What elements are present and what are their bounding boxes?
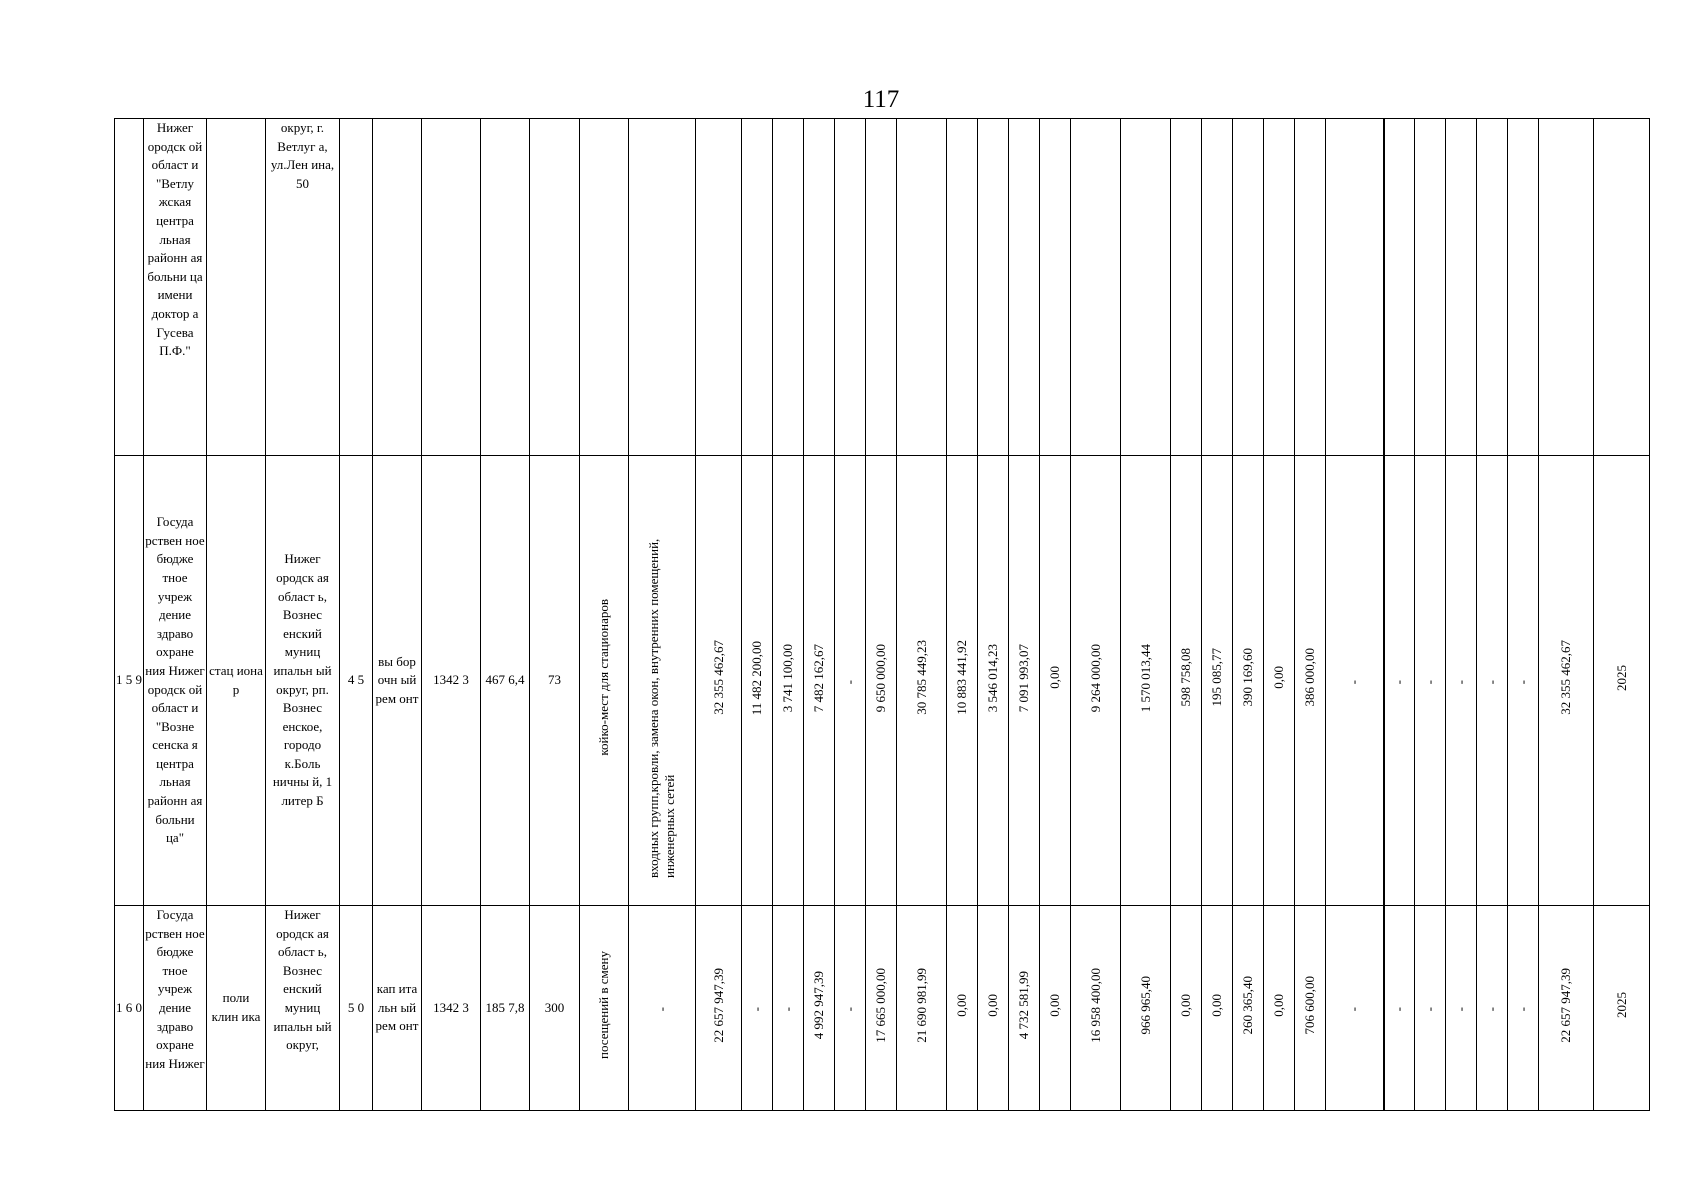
value-cell	[1594, 119, 1650, 456]
value-cell-text: 7 091 993,07	[1016, 643, 1031, 712]
area-cell	[481, 119, 530, 456]
capacity-unit-cell	[580, 456, 629, 906]
value-cell	[804, 119, 835, 456]
value-cell-text: 7 482 162,67	[811, 643, 826, 712]
value-cell	[804, 456, 835, 906]
value-cell	[1202, 906, 1233, 1111]
value-cell	[1009, 906, 1040, 1111]
number-cell	[340, 456, 373, 906]
value-cell	[1446, 119, 1477, 456]
value-cell	[1121, 456, 1171, 906]
work-type-cell-text: кап ита льн ый рем онт	[375, 981, 419, 1034]
code-cell	[422, 119, 481, 456]
value-cell-text: 0,00	[1271, 993, 1286, 1017]
value-cell	[1171, 119, 1202, 456]
work-type-cell	[373, 456, 422, 906]
value-cell	[835, 906, 866, 1111]
value-cell	[947, 119, 978, 456]
value-cell-text: -	[1515, 679, 1530, 685]
value-cell-text: -	[1515, 1007, 1530, 1012]
work-description-cell	[629, 119, 696, 456]
value-cell	[1040, 906, 1071, 1111]
value-cell-text: 1 570 013,44	[1137, 643, 1153, 712]
value-cell	[742, 456, 773, 906]
value-cell	[773, 119, 804, 456]
value-cell-text: 3 741 100,00	[780, 643, 795, 712]
value-cell	[1202, 456, 1233, 906]
value-cell	[1121, 906, 1171, 1111]
number-cell	[340, 119, 373, 456]
value-cell	[1508, 119, 1539, 456]
value-cell	[773, 456, 804, 906]
value-cell-text: 0,00	[1209, 993, 1224, 1017]
value-cell-text: 195 085,77	[1209, 648, 1224, 707]
object-type-cell	[207, 119, 266, 456]
work-description-cell-text: -	[654, 1007, 669, 1012]
value-cell	[1233, 906, 1264, 1111]
value-cell-text: -	[780, 1007, 795, 1012]
value-cell-text: -	[842, 679, 857, 685]
value-cell-text: 32 355 462,67	[710, 640, 726, 716]
value-cell	[1233, 456, 1264, 906]
value-cell	[1594, 906, 1650, 1111]
value-cell	[947, 456, 978, 906]
value-cell-text: 966 965,40	[1137, 975, 1153, 1035]
row-number-cell-text: 1 6 0	[116, 999, 142, 1015]
value-cell	[1384, 456, 1415, 906]
value-cell-text: -	[1453, 1007, 1468, 1012]
value-cell	[1121, 119, 1171, 456]
value-cell-text: 2025	[1613, 664, 1629, 691]
institution-name-cell	[144, 906, 207, 1111]
value-cell	[1295, 456, 1326, 906]
value-cell	[696, 119, 742, 456]
value-cell-text: -	[1422, 1007, 1437, 1012]
object-type-cell-text: стац иона р	[209, 662, 263, 697]
value-cell-text: 9 650 000,00	[873, 643, 888, 712]
capacity-unit-cell-text: койко-мест для стационаров	[596, 599, 611, 756]
value-cell	[1326, 906, 1384, 1111]
value-cell	[1233, 119, 1264, 456]
value-cell-text: -	[842, 1007, 857, 1012]
value-cell-text: -	[1391, 1007, 1407, 1012]
table-row	[115, 456, 1650, 906]
value-cell-text: -	[1484, 679, 1499, 685]
value-cell	[1539, 119, 1594, 456]
code-cell	[422, 906, 481, 1111]
value-cell	[696, 456, 742, 906]
address-cell-text: Нижег ородск ая област ь, Вознес енский муниц ипальн ый округ,	[273, 907, 332, 1053]
value-cell	[978, 906, 1009, 1111]
row-number-cell	[115, 456, 144, 906]
value-cell	[1171, 906, 1202, 1111]
address-cell	[266, 456, 340, 906]
number-cell	[340, 906, 373, 1111]
work-type-cell-text: вы бор очн ый рем онт	[375, 653, 419, 706]
row-number-cell	[115, 119, 144, 456]
value-cell	[897, 906, 947, 1111]
capacity-cell	[530, 456, 580, 906]
value-cell-text: 4 732 581,99	[1016, 971, 1031, 1040]
value-cell	[773, 906, 804, 1111]
capacity-unit-cell-text: посещений в смену	[596, 951, 611, 1060]
value-cell	[978, 456, 1009, 906]
value-cell	[1446, 906, 1477, 1111]
value-cell-text: -	[1391, 679, 1407, 685]
value-cell	[804, 906, 835, 1111]
value-cell	[1326, 119, 1384, 456]
capacity-unit-cell	[580, 906, 629, 1111]
institution-name-cell	[144, 119, 207, 456]
value-cell-text: 17 665 000,00	[873, 967, 888, 1043]
value-cell	[897, 456, 947, 906]
value-cell-text: 11 482 200,00	[749, 640, 764, 715]
value-cell-text: 260 365,40	[1240, 975, 1255, 1035]
value-cell-text: 598 758,08	[1178, 648, 1193, 707]
code-cell-text: 1342 3	[433, 672, 469, 688]
value-cell	[1009, 456, 1040, 906]
value-cell	[1264, 456, 1295, 906]
capacity-cell	[530, 119, 580, 456]
capacity-unit-cell	[580, 119, 629, 456]
value-cell	[1446, 456, 1477, 906]
area-cell-text: 467 6,4	[485, 672, 525, 688]
code-cell	[422, 456, 481, 906]
address-cell	[266, 906, 340, 1111]
value-cell-text: 390 169,60	[1240, 648, 1255, 707]
value-cell	[1295, 119, 1326, 456]
value-cell-text: 10 883 441,92	[954, 640, 969, 716]
value-cell	[1415, 906, 1446, 1111]
value-cell	[1264, 119, 1295, 456]
work-description-cell	[629, 456, 696, 906]
value-cell	[1071, 906, 1121, 1111]
row-number-cell	[115, 906, 144, 1111]
value-cell-text: 3 546 014,23	[985, 643, 1000, 712]
address-cell-text: Нижег ородск ая област ь, Вознес енский муниц ипальн ый округ, рп. Вознес енское, городо к.Боль ничны й, 1 литер Б	[272, 551, 333, 809]
value-cell	[835, 119, 866, 456]
value-cell-text: -	[1484, 1007, 1499, 1012]
value-cell	[1539, 906, 1594, 1111]
capacity-cell-text: 73	[548, 672, 561, 688]
value-cell-text: 4 992 947,39	[811, 971, 826, 1040]
number-cell-text: 4 5	[347, 672, 365, 688]
value-cell	[742, 119, 773, 456]
value-cell	[866, 906, 897, 1111]
value-cell	[1508, 906, 1539, 1111]
value-cell	[1071, 119, 1121, 456]
value-cell	[1477, 119, 1508, 456]
value-cell-text: 21 690 981,99	[913, 967, 929, 1043]
object-type-cell	[207, 456, 266, 906]
value-cell	[1009, 119, 1040, 456]
value-cell	[1384, 119, 1415, 456]
work-description-cell	[629, 906, 696, 1111]
value-cell	[1539, 456, 1594, 906]
row-number-cell-text: 1 5 9	[116, 672, 142, 688]
value-cell	[978, 119, 1009, 456]
register-table	[114, 118, 1650, 1111]
value-cell	[866, 119, 897, 456]
value-cell	[1415, 456, 1446, 906]
value-cell-text: 2025	[1613, 992, 1629, 1019]
table-row	[115, 906, 1650, 1111]
value-cell	[696, 906, 742, 1111]
value-cell	[1202, 119, 1233, 456]
work-type-cell	[373, 906, 422, 1111]
capacity-cell	[530, 906, 580, 1111]
work-type-cell	[373, 119, 422, 456]
value-cell-text: -	[1346, 1007, 1362, 1012]
area-cell-text: 185 7,8	[485, 999, 525, 1015]
address-cell-text: округ, г. Ветлуг а, ул.Лен ина, 50	[270, 120, 335, 191]
value-cell-text: 0,00	[1271, 666, 1286, 690]
value-cell-text: 9 264 000,00	[1087, 643, 1103, 712]
page-number: 117	[862, 86, 900, 113]
value-cell	[835, 456, 866, 906]
value-cell	[1040, 456, 1071, 906]
value-cell	[1171, 456, 1202, 906]
institution-name-cell-text: Нижег ородск ой област и "Ветлу жская центра льная районн ая больни ца имени доктор а Гусева П.Ф."	[147, 120, 203, 359]
value-cell	[1594, 456, 1650, 906]
value-cell-text: 0,00	[1047, 993, 1062, 1017]
value-cell-text: 0,00	[954, 993, 969, 1017]
address-cell	[266, 119, 340, 456]
value-cell-text: 22 657 947,39	[1558, 967, 1573, 1043]
value-cell	[897, 119, 947, 456]
value-cell	[1508, 456, 1539, 906]
value-cell-text: -	[749, 1007, 764, 1012]
value-cell	[742, 906, 773, 1111]
object-type-cell-text: поли клин ика	[211, 990, 261, 1024]
value-cell-text: 706 600,00	[1302, 975, 1317, 1035]
area-cell	[481, 456, 530, 906]
table-row	[115, 119, 1650, 456]
value-cell-text: 386 000,00	[1302, 648, 1317, 707]
area-cell	[481, 906, 530, 1111]
value-cell	[1326, 456, 1384, 906]
value-cell	[1477, 456, 1508, 906]
value-cell-text: 0,00	[1178, 993, 1193, 1017]
value-cell	[1040, 119, 1071, 456]
institution-name-cell-text: Госуда рствен ное бюдже тное учреж дение здраво охране ния Нижег	[145, 907, 205, 1071]
code-cell-text: 1342 3	[433, 999, 469, 1015]
value-cell-text: 0,00	[985, 993, 1000, 1017]
value-cell	[1477, 906, 1508, 1111]
value-cell-text: 32 355 462,67	[1558, 640, 1573, 716]
value-cell-text: 16 958 400,00	[1087, 967, 1103, 1043]
object-type-cell	[207, 906, 266, 1111]
work-description-cell-text: входных групп,кровли, замена окон, внутренних помещений, инженерных сетей	[646, 538, 677, 878]
institution-name-cell-text: Госуда рствен ное бюдже тное учреж дение здраво охране ния Нижег ородск ой област и "Возне сенска я центра льная районн ая больни ца"	[145, 514, 205, 846]
value-cell	[1264, 906, 1295, 1111]
value-cell	[947, 906, 978, 1111]
value-cell-text: -	[1346, 679, 1362, 685]
value-cell	[1071, 456, 1121, 906]
value-cell	[1384, 906, 1415, 1111]
value-cell-text: -	[1453, 679, 1468, 685]
capacity-cell-text: 300	[544, 999, 565, 1015]
value-cell-text: 30 785 449,23	[913, 640, 929, 716]
value-cell	[866, 456, 897, 906]
value-cell-text: 22 657 947,39	[710, 967, 726, 1043]
value-cell	[1295, 906, 1326, 1111]
number-cell-text: 5 0	[347, 999, 365, 1015]
institution-name-cell	[144, 456, 207, 906]
value-cell	[1415, 119, 1446, 456]
value-cell-text: 0,00	[1047, 666, 1062, 690]
value-cell-text: -	[1422, 679, 1437, 685]
